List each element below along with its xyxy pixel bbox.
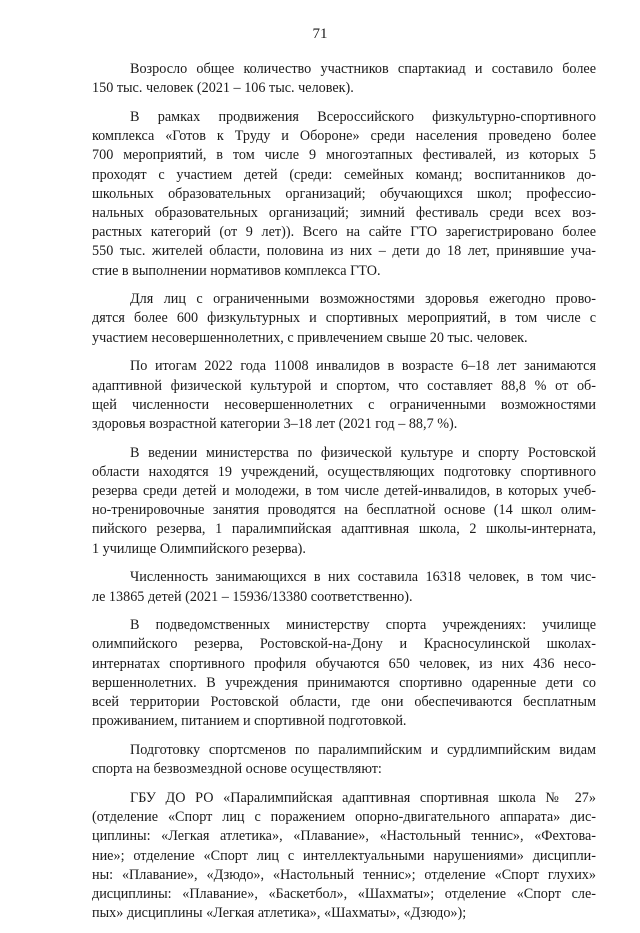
text-line: Подготовку спортсменов по паралимпийским и сурдлимпийским видам (130, 742, 596, 758)
text-line: стие в выполнении нормативов комплекса ГТО. (92, 262, 381, 279)
text-line: вершеннолетних. В учреждения принимаются спортивно одаренные дети со (92, 674, 596, 691)
page-number: 71 (312, 26, 328, 42)
paragraph-ministry-institutions (92, 444, 596, 559)
text-line: В ведении министерства по физической культуре и спорту Ростовской (130, 444, 596, 461)
text-line: В рамках продвижения Всероссийского физкультурно-спортивного (130, 108, 596, 125)
text-line: 550 тыс. жителей области, половина из них – дети до 18 лет, принявшие уча- (92, 243, 596, 260)
text-line: ГБУ ДО РО «Паралимпийская адаптивная спортивная школа № 27» (130, 789, 596, 806)
text-line: Для лиц с ограниченными возможностями здоровья ежегодно прово- (130, 291, 596, 308)
text-line: школьных образовательных организаций; обучающихся школ; профессио- (92, 185, 596, 202)
text-line: По итогам 2022 года 11008 инвалидов в возрасте 6–18 лет занимаются (130, 358, 596, 375)
text-line: щей численности несовершеннолетних с ограниченными возможностями (92, 396, 596, 413)
text-line: ние»; отделение «Спорт лиц с интеллектуальными нарушениями» дисципли- (92, 847, 596, 864)
text-line: спорта на безвозмездной основе осуществляют: (92, 761, 382, 778)
paragraph-school-27 (92, 789, 596, 923)
paragraph-disabled-events (92, 290, 596, 348)
text-line: олимпийского резерва, Ростовской-на-Дону и Красносулинской школах- (92, 636, 596, 653)
text-line: ле 13865 детей (2021 – 15936/13380 соответственно). (92, 588, 413, 605)
paragraph-paralympic-intro (92, 741, 596, 779)
text-line: Возросло общее количество участников спартакиад и составило более (130, 61, 596, 77)
text-line: циплины: «Легкая атлетика», «Плавание», «Настольный теннис», «Фехтова- (92, 828, 596, 845)
paragraph-boarding-schools (92, 616, 596, 731)
paragraph-gto (92, 108, 596, 281)
text-line: проходят с участием детей (среди: семейных команд; воспитанников до- (92, 166, 596, 183)
paragraph-adaptive-sport (92, 357, 596, 434)
text-line: всей территории Ростовской области, где они обеспечиваются бесплатным (92, 694, 596, 711)
text-line: интернатах спортивного профиля обучаются 650 человек, из них 436 несо- (92, 655, 596, 672)
text-line: дятся более 600 физкультурных и спортивных мероприятий, в том числе с (92, 310, 596, 327)
text-line: области находятся 19 учреждений, осуществляющих подготовку спортивного (92, 463, 596, 480)
text-line: адаптивной физической культурой и спортом, что составляет 88,8 % от об- (92, 377, 596, 394)
text-line: проживанием, питанием и спортивной подготовкой. (92, 713, 407, 730)
text-line: но-тренировочные занятия проводятся на бесплатной основе (14 школ олим- (92, 502, 596, 519)
document-body (92, 60, 596, 933)
text-line: 1 училище Олимпийского резерва). (92, 540, 306, 557)
text-line: растных категорий (от 9 лет)). Всего на сайте ГТО зарегистрировано более (92, 224, 596, 241)
text-line: резерва среди детей и молодежи, в том числе детей-инвалидов, в которых учеб- (92, 483, 596, 500)
text-line: Численность занимающихся в них составила 16318 человек, в том чис- (130, 569, 596, 586)
paragraph-enrollment (92, 568, 596, 606)
text-line: (отделение «Спорт лиц с поражением опорно-двигательного аппарата» дис- (92, 809, 596, 826)
text-line: 150 тыс. человек (2021 – 106 тыс. человек). (92, 80, 354, 97)
text-line: здоровья возрастной категории 3–18 лет (2021 год – 88,7 %). (92, 415, 458, 432)
text-line: 700 мероприятий, в том числе 9 многоэтапных фестивалей, из которых 5 (92, 147, 596, 164)
text-line: В подведомственных министерству спорта учреждениях: училище (130, 617, 596, 634)
text-line: пых» дисциплины «Легкая атлетика», «Шахматы», «Дзюдо»); (92, 905, 467, 922)
paragraph-participants (92, 60, 596, 98)
text-line: участием несовершеннолетних, с привлечением свыше 20 тыс. человек. (92, 329, 528, 346)
text-line: комплекса «Готов к Труду и Обороне» среди населения проведено более (92, 128, 596, 145)
text-line: ны: «Плавание», «Дзюдо», «Настольный теннис»; отделение «Спорт глухих» (92, 866, 596, 883)
text-line: пийского резерва, 1 паралимпийская адаптивная школа, 2 школы-интерната, (92, 521, 596, 538)
text-line: нальных образовательных организаций; зимний фестиваль среди всех воз- (92, 204, 596, 221)
text-line: дисциплины: «Плавание», «Баскетбол», «Шахматы»; отделение «Спорт сле- (92, 885, 596, 902)
